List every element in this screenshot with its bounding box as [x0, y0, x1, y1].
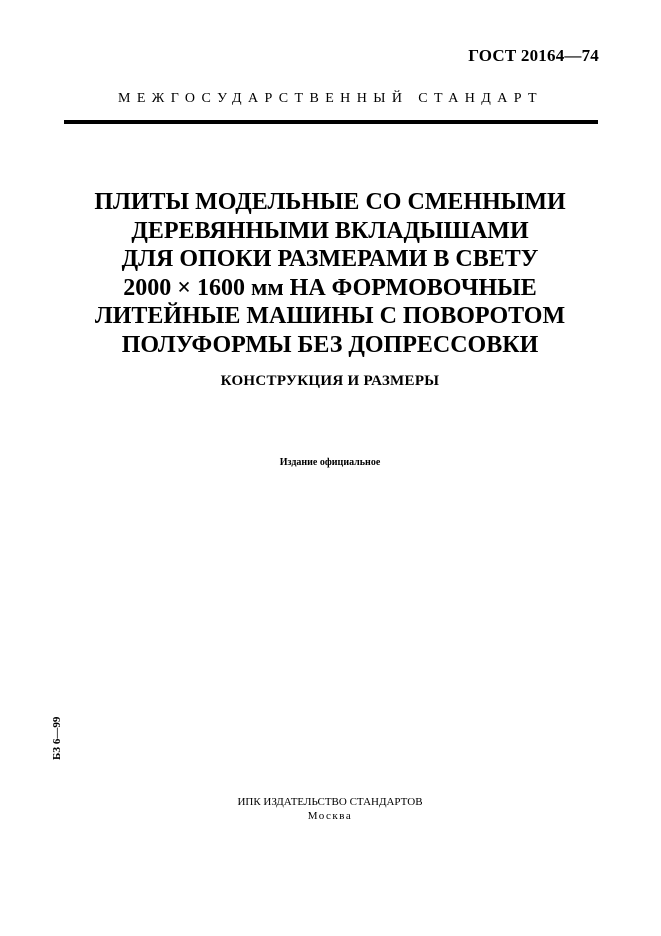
document-number: ГОСТ 20164—74 [468, 46, 599, 65]
title-line: ПОЛУФОРМЫ БЕЗ ДОПРЕССОВКИ [121, 331, 539, 358]
title-line: ПЛИТЫ МОДЕЛЬНЫЕ СО СМЕННЫМИ [94, 189, 566, 215]
standard-type-heading: МЕЖГОСУДАРСТВЕННЫЙ СТАНДАРТ [117, 91, 544, 106]
publisher-name: ИПК ИЗДАТЕЛЬСТВО СТАНДАРТОВ [237, 796, 423, 808]
header-rule [64, 120, 598, 124]
title-line: ДЛЯ ОПОКИ РАЗМЕРАМИ В СВЕТУ [121, 246, 539, 272]
title-line: ЛИТЕЙНЫЕ МАШИНЫ С ПОВОРОТОМ [94, 303, 566, 329]
document-subtitle: КОНСТРУКЦИЯ И РАЗМЕРЫ [220, 373, 440, 389]
title-line: ДЕРЕВЯННЫМИ ВКЛАДЫШАМИ [131, 217, 529, 244]
side-code: БЗ 6—99 [51, 716, 63, 760]
edition-note: Издание официальное [279, 457, 381, 468]
publisher-city: Москва [307, 810, 353, 822]
title-line: 2000 × 1600 мм НА ФОРМОВОЧНЫЕ [123, 274, 537, 301]
document-title [40, 188, 620, 359]
